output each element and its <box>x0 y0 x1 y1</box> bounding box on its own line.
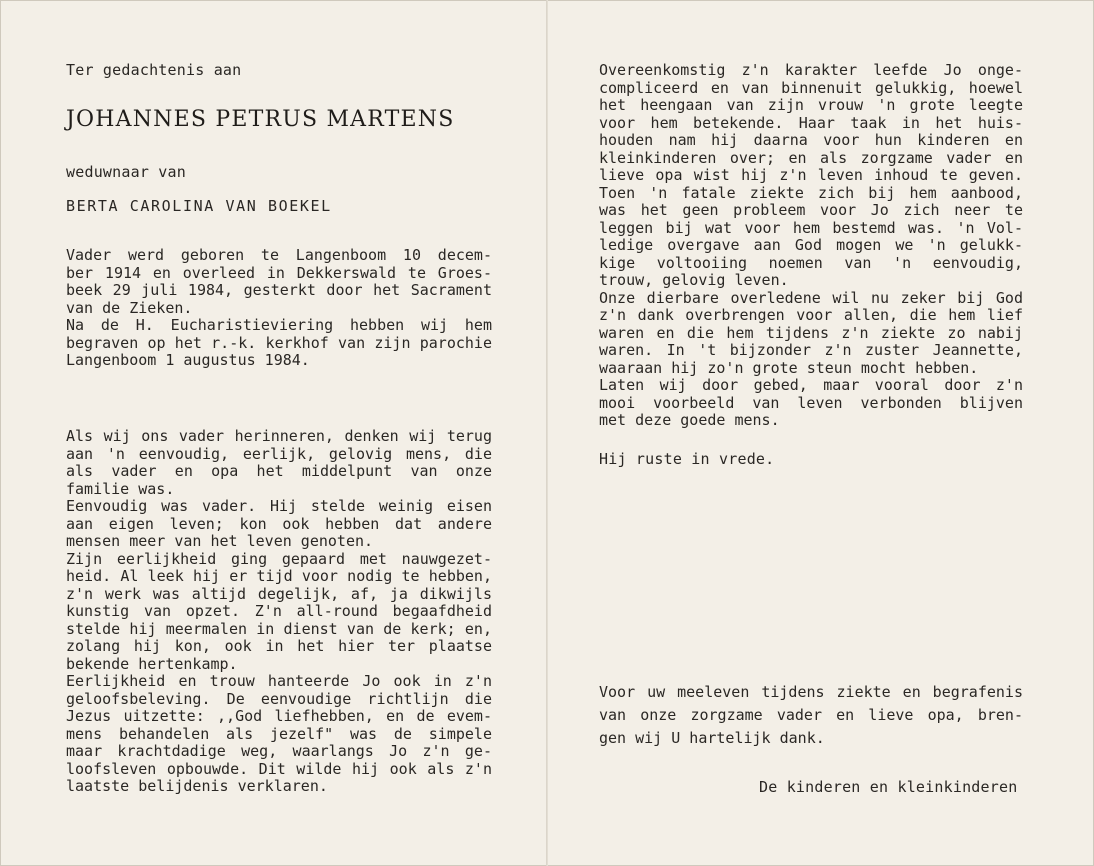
thanks-line: van onze zorgzame vader en lieve opa, bren- <box>599 706 1023 724</box>
memories-line: z'n werk was altijd degelijk, af, ja dikwijls <box>66 584 492 603</box>
memories-line: mens behandelen als jezelf" was de simpele <box>66 724 492 743</box>
character-line: houden nam hij daarna voor hun kinderen en <box>599 131 1023 149</box>
left-page <box>0 0 546 866</box>
character-line: waren. In 't bijzonder z'n zuster Jeannette, <box>599 341 1023 359</box>
bio-line: beek 29 juli 1984, gesterkt door het Sacrament <box>66 281 492 299</box>
memories-line: heid. Al leek hij er tijd voor nodig te hebben, <box>66 567 492 585</box>
memories-line: Eenvoudig was vader. Hij stelde weinig eisen <box>66 497 492 515</box>
bio-paragraph <box>66 247 492 370</box>
memories-paragraph <box>66 428 492 796</box>
memories-line: Als wij ons vader herinneren, denken wij terug <box>66 427 492 445</box>
bio-line: begraven op het r.-k. kerkhof van zijn parochie <box>66 333 492 352</box>
memories-line: maar krachtdadige weg, waarlangs Jo z'n ge- <box>66 742 492 760</box>
character-line: ledige overgave aan God mogen we 'n gelukk- <box>599 236 1023 254</box>
deceased-name: JOHANNES PETRUS MARTENS <box>66 107 455 132</box>
character-line: was het geen probleem voor Jo zich neer te <box>599 201 1023 219</box>
bio-line: ber 1914 en overleed in Dekkerswald te Groes- <box>66 263 492 282</box>
rest-in-peace: Hij ruste in vrede. <box>599 450 775 468</box>
relation-line: weduwnaar van <box>66 163 186 181</box>
character-line: mooi voorbeeld van leven verbonden blijven <box>599 393 1023 412</box>
memories-line: Eerlijkheid en trouw hanteerde Jo ook in z'n <box>66 672 492 690</box>
character-paragraph <box>599 62 1023 430</box>
memories-line: loofsleven opbouwde. Dit wilde hij ook als z'n <box>66 759 492 778</box>
bio-line: Na de H. Eucharistieviering hebben wij hem <box>66 316 492 334</box>
memories-line: aan eigen leven; kon ook hebben dat andere <box>66 514 492 533</box>
character-line: z'n dank overbrengen voor allen, die hem lief <box>599 306 1023 324</box>
signature-line: De kinderen en kleinkinderen <box>759 778 1018 796</box>
memories-line: mensen meer van het leven genoten. <box>66 532 374 550</box>
bio-line: Langenboom 1 augustus 1984. <box>66 351 310 369</box>
right-page <box>548 0 1094 866</box>
character-line: waaraan hij zo'n grote steun mocht hebben. <box>599 358 979 377</box>
character-line: Laten wij door gebed, maar vooral door z'n <box>599 376 1023 394</box>
character-line: voor hem betekende. Haar taak in het huis- <box>599 113 1023 132</box>
character-line: leggen bij wat voor hem bestemd was. 'n Vol- <box>599 218 1023 237</box>
character-line: met deze goede mens. <box>599 411 780 429</box>
memories-line: familie was. <box>66 479 175 498</box>
memories-line: als vader en opa het middelpunt van onze <box>66 462 492 480</box>
memories-line: zolang hij kon, ook in het hier ter plaatse <box>66 637 492 655</box>
memories-line: laatste belijdenis verklaren. <box>66 777 328 795</box>
character-line: Toen 'n fatale ziekte zich bij hem aanbood, <box>599 183 1023 202</box>
character-line: kige voltooiing noemen van 'n eenvoudig, <box>599 253 1023 272</box>
character-line: compliceerd en van binnenuit gelukkig, hoewel <box>599 78 1023 97</box>
thanks-line: Voor uw meeleven tijdens ziekte en begrafenis <box>599 683 1023 701</box>
spouse-name: BERTA CAROLINA VAN BOEKEL <box>66 197 332 215</box>
memories-line: bekende hertenkamp. <box>66 654 238 673</box>
character-line: het heengaan van zijn vrouw 'n grote leegte <box>599 96 1023 114</box>
character-line: lieve opa wist hij z'n leven inhoud te geven. <box>599 166 1023 184</box>
memories-line: geloofsbeleving. De eenvoudige richtlijn die <box>66 689 492 708</box>
bio-line: van de Zieken. <box>66 298 193 317</box>
thanks-paragraph <box>599 681 1023 750</box>
memories-line: Zijn eerlijkheid ging gepaard met nauwgezet- <box>66 549 492 568</box>
character-line: waren en die hem tijdens z'n ziekte zo nabij <box>599 323 1023 342</box>
memories-line: Jezus uitzette: ,,God liefhebben, en de evem- <box>66 707 492 725</box>
character-line: trouw, gelovig leven. <box>599 271 789 289</box>
thanks-line: gen wij U hartelijk dank. <box>599 729 825 747</box>
memories-line: aan 'n eenvoudig, eerlijk, gelovig mens, die <box>66 444 492 463</box>
character-line: kleinkinderen over; en als zorgzame vader en <box>599 148 1023 167</box>
character-line: Onze dierbare overledene wil nu zeker bij God <box>599 288 1023 307</box>
intro-line: Ter gedachtenis aan <box>66 61 242 79</box>
memories-line: kunstig van opzet. Z'n all-round begaafdheid <box>66 602 492 620</box>
character-line: Overeenkomstig z'n karakter leefde Jo onge- <box>599 61 1023 79</box>
memories-line: stelde hij meermalen in dienst van de kerk; en, <box>66 619 492 638</box>
bio-line: Vader werd geboren te Langenboom 10 decem- <box>66 246 492 264</box>
